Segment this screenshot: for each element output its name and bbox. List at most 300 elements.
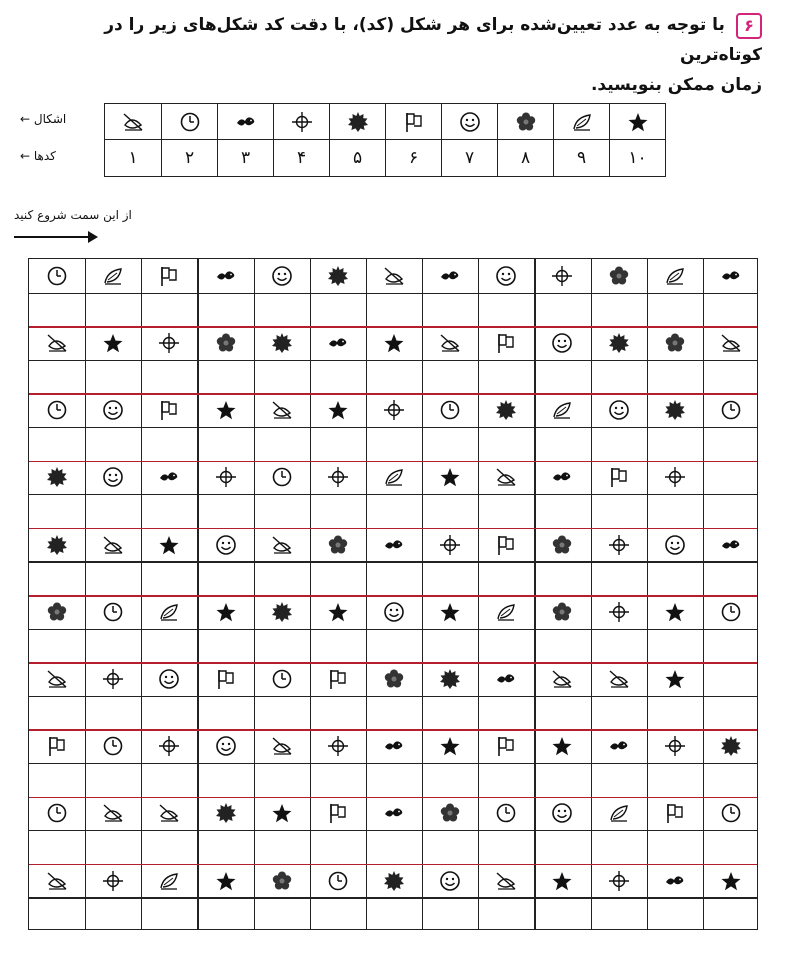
answer-cell[interactable] (85, 561, 141, 595)
answer-cell[interactable] (310, 293, 366, 327)
bird-icon (495, 668, 517, 690)
answer-cell[interactable] (366, 494, 422, 528)
answer-cell[interactable] (29, 293, 85, 327)
answer-cell[interactable] (366, 830, 422, 864)
grid-symbol-cell (534, 797, 590, 831)
bird-icon (720, 534, 742, 556)
answer-cell[interactable] (85, 897, 141, 931)
answer-cell[interactable] (534, 897, 590, 931)
crosshair-icon (327, 735, 349, 757)
star-icon (215, 399, 237, 421)
answer-cell[interactable] (647, 494, 703, 528)
codes-row-label: کدها ← (20, 149, 56, 163)
answer-cell[interactable] (534, 629, 590, 663)
answer-cell[interactable] (254, 293, 310, 327)
flag-icon (495, 534, 517, 556)
legend-shape-cell (217, 104, 273, 140)
grid-symbol-cell (197, 797, 253, 831)
answer-cell[interactable] (85, 494, 141, 528)
grid-symbol-cell (422, 729, 478, 763)
answer-cell[interactable] (534, 427, 590, 461)
grid-symbol-cell (647, 595, 703, 629)
grid-symbol-cell (478, 729, 534, 763)
leaf-icon (664, 265, 686, 287)
answer-cell[interactable] (366, 427, 422, 461)
smiley-icon (158, 668, 180, 690)
bird-icon (608, 735, 630, 757)
flag-icon (608, 466, 630, 488)
grid-symbol-cell (29, 528, 85, 562)
answer-cell[interactable] (647, 360, 703, 394)
clock-icon (46, 265, 68, 287)
answer-cell[interactable] (703, 494, 759, 528)
grid-symbol-cell (29, 729, 85, 763)
answer-cell[interactable] (85, 293, 141, 327)
leaf-crossed-icon (102, 802, 124, 824)
bird-icon (664, 870, 686, 892)
grid-symbol-cell (141, 595, 197, 629)
answer-cell[interactable] (422, 427, 478, 461)
grid-symbol-cell (310, 393, 366, 427)
answer-cell[interactable] (703, 763, 759, 797)
bird-icon (235, 111, 257, 133)
answer-cell[interactable] (703, 830, 759, 864)
legend-code-cell: ۳ (217, 140, 273, 176)
smiley-icon (608, 399, 630, 421)
leaf-icon (495, 601, 517, 623)
crosshair-icon (608, 534, 630, 556)
grid-symbol-cell (591, 461, 647, 495)
answer-cell[interactable] (366, 897, 422, 931)
smiley-icon (102, 466, 124, 488)
answer-cell[interactable] (197, 293, 253, 327)
grid-symbol-cell (703, 729, 759, 763)
answer-cell[interactable] (647, 427, 703, 461)
grid-symbol-cell (197, 326, 253, 360)
answer-cell[interactable] (254, 427, 310, 461)
grid-symbol-cell (254, 729, 310, 763)
grid-symbol-cell (703, 797, 759, 831)
grid-symbol-cell (29, 797, 85, 831)
grid-symbol-cell (703, 326, 759, 360)
flag-icon (403, 111, 425, 133)
answer-cell[interactable] (422, 830, 478, 864)
grid-symbol-cell (647, 864, 703, 898)
grid-symbol-cell (366, 528, 422, 562)
answer-cell[interactable] (422, 561, 478, 595)
crosshair-icon (215, 466, 237, 488)
answer-cell[interactable] (197, 494, 253, 528)
answer-cell[interactable] (141, 763, 197, 797)
clock-icon (271, 466, 293, 488)
sun-icon (439, 668, 461, 690)
answer-cell[interactable] (141, 561, 197, 595)
sun-icon (664, 399, 686, 421)
star-icon (102, 332, 124, 354)
clock-icon (327, 870, 349, 892)
grid-symbol-cell (366, 729, 422, 763)
star-icon (720, 870, 742, 892)
grid-symbol-cell (85, 662, 141, 696)
smiley-icon (664, 534, 686, 556)
leaf-crossed-icon (439, 332, 461, 354)
star-icon (627, 111, 649, 133)
answer-cell[interactable] (534, 763, 590, 797)
legend-table (104, 103, 666, 177)
star-icon (215, 601, 237, 623)
answer-cell[interactable] (478, 830, 534, 864)
grid-symbol-cell (534, 729, 590, 763)
bird-icon (215, 265, 237, 287)
leaf-icon (383, 466, 405, 488)
grid-symbol-cell (141, 797, 197, 831)
answer-cell[interactable] (141, 629, 197, 663)
grid-symbol-cell (478, 259, 534, 293)
grid-symbol-cell (422, 864, 478, 898)
answer-cell[interactable] (141, 494, 197, 528)
answer-cell[interactable] (703, 561, 759, 595)
start-arrow (14, 236, 96, 238)
grid-symbol-cell (591, 326, 647, 360)
answer-cell[interactable] (197, 427, 253, 461)
grid-symbol-cell (422, 662, 478, 696)
answer-cell[interactable] (197, 763, 253, 797)
clock-icon (102, 601, 124, 623)
grid-symbol-cell (310, 528, 366, 562)
question-header (42, 10, 762, 100)
answer-cell[interactable] (703, 427, 759, 461)
crosshair-icon (102, 870, 124, 892)
answer-cell[interactable] (647, 763, 703, 797)
grid-symbol-cell (254, 528, 310, 562)
answer-cell[interactable] (366, 696, 422, 730)
answer-cell[interactable] (422, 360, 478, 394)
clock-icon (179, 111, 201, 133)
legend-code-cell: ۸ (497, 140, 553, 176)
answer-cell[interactable] (366, 360, 422, 394)
clock-icon (271, 668, 293, 690)
answer-cell[interactable] (141, 360, 197, 394)
legend-shape-cell (609, 104, 665, 140)
grid-symbol-cell (703, 528, 759, 562)
answer-cell[interactable] (310, 696, 366, 730)
grid-symbol-cell (591, 259, 647, 293)
answer-cell[interactable] (478, 293, 534, 327)
answer-cell[interactable] (534, 360, 590, 394)
answer-cell[interactable] (422, 629, 478, 663)
legend-code-cell: ۱۰ (609, 140, 665, 176)
answer-cell[interactable] (310, 897, 366, 931)
smiley-icon (383, 601, 405, 623)
answer-cell[interactable] (310, 360, 366, 394)
answer-cell[interactable] (197, 696, 253, 730)
star-icon (439, 601, 461, 623)
legend-shape-cell (441, 104, 497, 140)
answer-cell[interactable] (310, 763, 366, 797)
answer-cell[interactable] (141, 696, 197, 730)
answer-cell[interactable] (29, 494, 85, 528)
answer-cell[interactable] (310, 494, 366, 528)
grid-symbol-cell (591, 662, 647, 696)
answer-cell[interactable] (29, 360, 85, 394)
leaf-crossed-icon (551, 668, 573, 690)
answer-cell[interactable] (254, 494, 310, 528)
answer-cell[interactable] (310, 561, 366, 595)
answer-cell[interactable] (254, 360, 310, 394)
leaf-crossed-icon (271, 399, 293, 421)
star-icon (327, 601, 349, 623)
flag-icon (664, 802, 686, 824)
sun-icon (271, 601, 293, 623)
grid-symbol-cell (141, 393, 197, 427)
answer-cell[interactable] (254, 830, 310, 864)
answer-cell[interactable] (85, 830, 141, 864)
leaf-crossed-icon (383, 265, 405, 287)
grid-symbol-cell (703, 595, 759, 629)
answer-cell[interactable] (478, 427, 534, 461)
smiley-icon (551, 802, 573, 824)
answer-cell[interactable] (703, 293, 759, 327)
answer-cell[interactable] (422, 293, 478, 327)
star-icon (664, 668, 686, 690)
legend-shape-cell (553, 104, 609, 140)
grid-symbol-cell (197, 595, 253, 629)
legend-code-cell: ۹ (553, 140, 609, 176)
answer-cell[interactable] (254, 763, 310, 797)
grid-symbol-cell (197, 729, 253, 763)
question-text-line1: با توجه به عدد تعیین‌شده برای هر شکل (کد)، با دقت کد شکل‌های زیر را در کوتاه‌ترین (104, 15, 762, 65)
answer-cell[interactable] (85, 696, 141, 730)
leaf-crossed-icon (495, 870, 517, 892)
sun-icon (46, 534, 68, 556)
crosshair-icon (291, 111, 313, 133)
grid-symbol-cell (197, 528, 253, 562)
answer-cell[interactable] (647, 293, 703, 327)
legend-code-cell: ۶ (385, 140, 441, 176)
answer-cell[interactable] (422, 494, 478, 528)
grid-symbol-cell (534, 393, 590, 427)
answer-cell[interactable] (591, 629, 647, 663)
answer-cell[interactable] (310, 427, 366, 461)
answer-cell[interactable] (591, 696, 647, 730)
answer-cell[interactable] (591, 763, 647, 797)
answer-cell[interactable] (29, 763, 85, 797)
answer-cell[interactable] (197, 629, 253, 663)
grid-symbol-cell (141, 864, 197, 898)
grid-symbol-cell (85, 326, 141, 360)
grid-symbol-cell (85, 259, 141, 293)
answer-cell[interactable] (29, 897, 85, 931)
answer-cell[interactable] (422, 897, 478, 931)
answer-cell[interactable] (591, 561, 647, 595)
clock-icon (720, 601, 742, 623)
answer-cell[interactable] (478, 696, 534, 730)
star-icon (158, 534, 180, 556)
grid-symbol-cell (591, 393, 647, 427)
flag-icon (327, 668, 349, 690)
answer-cell[interactable] (647, 561, 703, 595)
answer-cell[interactable] (647, 629, 703, 663)
answer-cell[interactable] (85, 360, 141, 394)
sun-icon (46, 466, 68, 488)
answer-cell[interactable] (534, 494, 590, 528)
grid-symbol-cell (366, 797, 422, 831)
clock-icon (720, 802, 742, 824)
answer-cell[interactable] (422, 763, 478, 797)
grid-symbol-cell (534, 461, 590, 495)
answer-cell[interactable] (647, 897, 703, 931)
flower-icon (551, 534, 573, 556)
star-icon (383, 332, 405, 354)
answer-cell[interactable] (478, 360, 534, 394)
leaf-crossed-icon (122, 111, 144, 133)
answer-cell[interactable] (366, 561, 422, 595)
answer-cell[interactable] (29, 427, 85, 461)
crosshair-icon (102, 668, 124, 690)
crosshair-icon (383, 399, 405, 421)
answer-cell[interactable] (197, 897, 253, 931)
answer-cell[interactable] (478, 629, 534, 663)
crosshair-icon (664, 735, 686, 757)
grid-symbol-cell (141, 326, 197, 360)
grid-symbol-cell (310, 461, 366, 495)
grid-symbol-cell (422, 393, 478, 427)
flag-icon (158, 265, 180, 287)
leaf-icon (102, 265, 124, 287)
grid-symbol-cell (310, 797, 366, 831)
answer-cell[interactable] (647, 696, 703, 730)
grid-symbol-cell (29, 864, 85, 898)
grid-symbol-cell (534, 326, 590, 360)
answer-cell[interactable] (591, 494, 647, 528)
answer-cell[interactable] (647, 830, 703, 864)
grid-symbol-cell (29, 326, 85, 360)
grid-symbol-cell (85, 393, 141, 427)
grid-symbol-cell (310, 662, 366, 696)
answer-cell[interactable] (197, 561, 253, 595)
answer-cell[interactable] (591, 293, 647, 327)
answer-cell[interactable] (254, 629, 310, 663)
grid-symbol-cell (254, 259, 310, 293)
grid-symbol-cell (647, 729, 703, 763)
start-label: از این سمت شروع کنید (14, 208, 132, 222)
grid-symbol-cell (422, 461, 478, 495)
grid-symbol-cell (534, 595, 590, 629)
answer-cell[interactable] (534, 696, 590, 730)
answer-cell[interactable] (703, 360, 759, 394)
leaf-crossed-icon (608, 668, 630, 690)
answer-cell[interactable] (85, 427, 141, 461)
answer-cell[interactable] (703, 696, 759, 730)
answer-cell[interactable] (85, 629, 141, 663)
grid-symbol-cell (366, 326, 422, 360)
answer-cell[interactable] (254, 561, 310, 595)
star-icon (271, 802, 293, 824)
grid-symbol-cell (85, 461, 141, 495)
smiley-icon (271, 265, 293, 287)
answer-cell[interactable] (366, 763, 422, 797)
answer-cell[interactable] (29, 629, 85, 663)
grid-symbol-cell (366, 595, 422, 629)
answer-cell[interactable] (591, 360, 647, 394)
answer-cell[interactable] (141, 427, 197, 461)
answer-cell[interactable] (141, 897, 197, 931)
answer-cell[interactable] (703, 629, 759, 663)
answer-cell[interactable] (254, 897, 310, 931)
answer-cell[interactable] (29, 830, 85, 864)
answer-cell[interactable] (29, 696, 85, 730)
answer-cell[interactable] (29, 561, 85, 595)
grid-symbol-cell (647, 393, 703, 427)
leaf-icon (158, 601, 180, 623)
answer-cell[interactable] (591, 427, 647, 461)
answer-cell[interactable] (366, 629, 422, 663)
answer-cell[interactable] (366, 293, 422, 327)
answer-cell[interactable] (85, 763, 141, 797)
sun-icon (720, 735, 742, 757)
answer-cell[interactable] (703, 897, 759, 931)
answer-cell[interactable] (141, 830, 197, 864)
grid-symbol-cell (647, 326, 703, 360)
answer-cell[interactable] (197, 360, 253, 394)
flag-icon (495, 332, 517, 354)
legend-shape-cell (329, 104, 385, 140)
answer-cell[interactable] (141, 293, 197, 327)
grid-symbol-cell (534, 259, 590, 293)
grid-symbol-cell (478, 528, 534, 562)
answer-cell[interactable] (591, 897, 647, 931)
leaf-icon (608, 802, 630, 824)
leaf-icon (551, 399, 573, 421)
answer-cell[interactable] (478, 763, 534, 797)
answer-cell[interactable] (197, 830, 253, 864)
grid-symbol-cell (366, 864, 422, 898)
answer-cell[interactable] (254, 696, 310, 730)
grid-symbol-cell (478, 461, 534, 495)
grid-symbol-cell (29, 595, 85, 629)
flag-icon (495, 735, 517, 757)
grid-symbol-cell (366, 393, 422, 427)
grid-symbol-cell (310, 864, 366, 898)
answer-cell[interactable] (478, 897, 534, 931)
smiley-icon (215, 534, 237, 556)
grid-symbol-cell (703, 864, 759, 898)
crosshair-icon (608, 601, 630, 623)
answer-cell[interactable] (478, 561, 534, 595)
legend-shape-cell (497, 104, 553, 140)
answer-cell[interactable] (478, 494, 534, 528)
leaf-crossed-icon (158, 802, 180, 824)
smiley-icon (439, 870, 461, 892)
answer-cell[interactable] (534, 561, 590, 595)
leaf-crossed-icon (720, 332, 742, 354)
flower-icon (608, 265, 630, 287)
answer-cell[interactable] (534, 830, 590, 864)
sun-icon (215, 802, 237, 824)
grid-symbol-cell (254, 461, 310, 495)
answer-cell[interactable] (591, 830, 647, 864)
flag-icon (46, 735, 68, 757)
answer-cell[interactable] (310, 629, 366, 663)
answer-cell[interactable] (534, 293, 590, 327)
smiley-icon (495, 265, 517, 287)
answer-cell[interactable] (422, 696, 478, 730)
flower-icon (271, 870, 293, 892)
answer-cell[interactable] (310, 830, 366, 864)
legend-code-cell: ۴ (273, 140, 329, 176)
flower-icon (664, 332, 686, 354)
question-text-line2: زمان ممکن بنویسید. (590, 75, 762, 95)
